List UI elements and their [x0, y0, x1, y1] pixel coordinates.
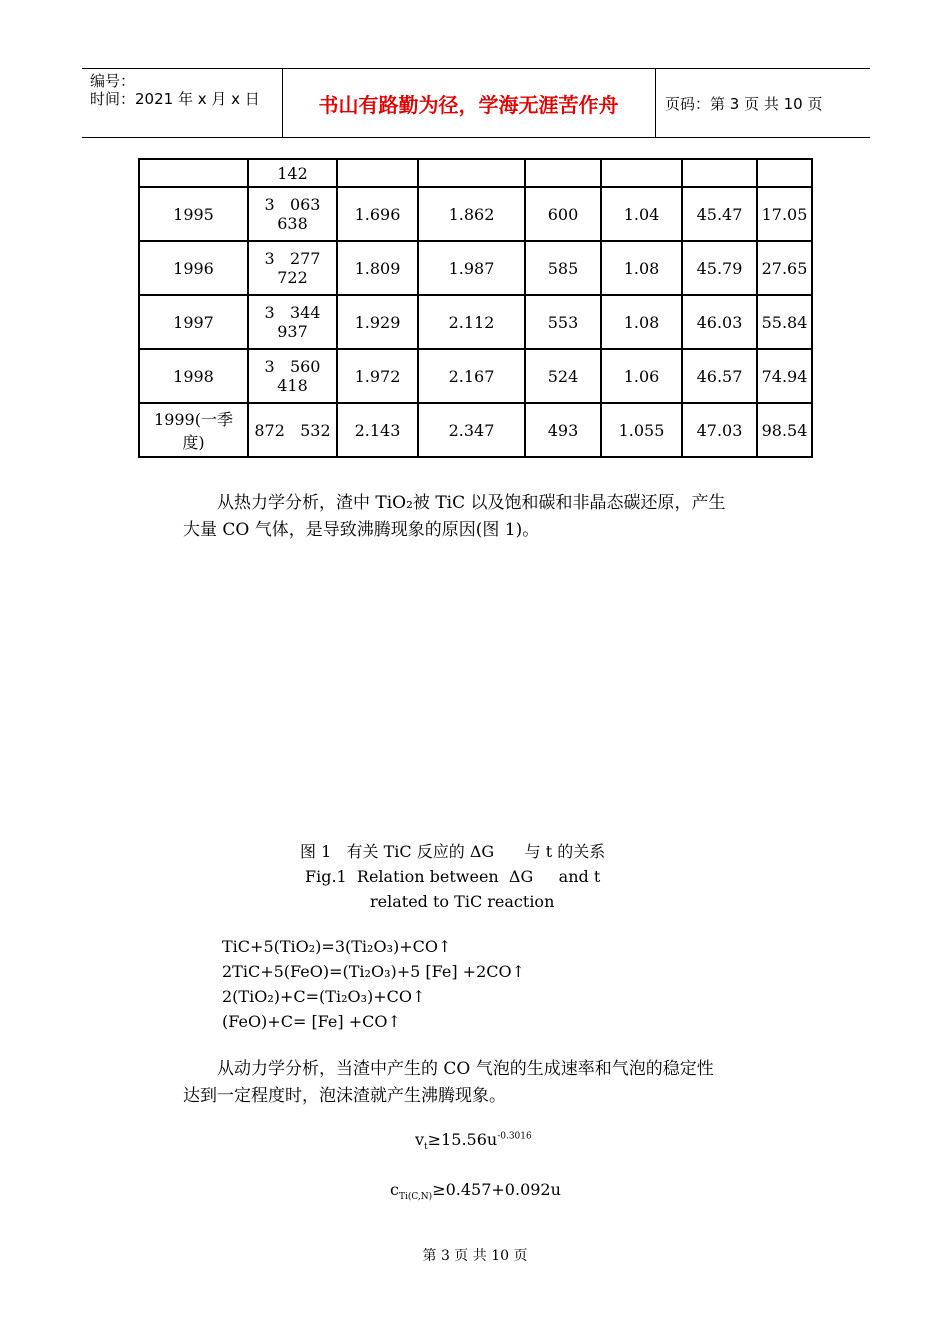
- header-meta: [82, 69, 283, 137]
- table-cell: 1.809: [337, 241, 418, 295]
- table-cell: 27.65: [757, 241, 812, 295]
- table-cell: 1.696: [337, 187, 418, 241]
- table-row: [139, 403, 812, 457]
- table-cell: 553: [525, 295, 601, 349]
- table-cell: 872 532: [248, 403, 337, 457]
- year-cell: 1999(一季 度): [139, 403, 248, 457]
- table-cell: 3 344 937: [248, 295, 337, 349]
- paragraph-line: 大量 CO 气体，是导致沸腾现象的原因(图 1)。: [183, 520, 540, 540]
- equation-2: 2TiC+5(FeO)=(Ti₂O₃)+5 [Fe] +2CO↑: [222, 962, 526, 981]
- table-row: [139, 295, 812, 349]
- table-cell: 1.987: [418, 241, 525, 295]
- table-cell: 47.03: [682, 403, 757, 457]
- table-row: [139, 159, 812, 187]
- table-row: [139, 241, 812, 295]
- table-cell: 98.54: [757, 403, 812, 457]
- table-cell: 46.57: [682, 349, 757, 403]
- equation-3: 2(TiO₂)+C=(Ti₂O₃)+CO↑: [222, 987, 426, 1006]
- table-cell: 1.055: [601, 403, 682, 457]
- table-cell: 2.143: [337, 403, 418, 457]
- figure-caption-en: Fig.1 Relation between ΔG and t: [305, 867, 601, 886]
- table-cell: 1.972: [337, 349, 418, 403]
- table-cell: 493: [525, 403, 601, 457]
- table-cell: 2.112: [418, 295, 525, 349]
- table-cell: 3 277 722: [248, 241, 337, 295]
- thermo-paragraph: [183, 490, 726, 544]
- table-cell: 1.08: [601, 295, 682, 349]
- figure-caption-en-line2: related to TiC reaction: [370, 892, 555, 911]
- table-cell: 585: [525, 241, 601, 295]
- date-label: 时间：2021 年 x 月 x 日: [90, 90, 260, 108]
- table-cell: 1.929: [337, 295, 418, 349]
- table-cell: 600: [525, 187, 601, 241]
- formula-concentration: $c_{Ti(C,N)}\ge 0.457+0.092u$: [390, 1180, 561, 1203]
- paragraph-line: 达到一定程度时，泡沫渣就产生沸腾现象。: [183, 1086, 506, 1106]
- figure-caption-cn: 图 1 有关 TiC 反应的 ΔG 与 t 的关系: [300, 842, 606, 861]
- table-cell: 2.167: [418, 349, 525, 403]
- table-cell: 74.94: [757, 349, 812, 403]
- number-label: 编号：: [90, 72, 136, 90]
- paragraph-line: 从热力学分析，渣中 TiO₂被 TiC 以及饱和碳和非晶态碳还原，产生: [217, 493, 726, 513]
- table-cell: 1.04: [601, 187, 682, 241]
- year-cell: 1997: [139, 295, 248, 349]
- page-header: [82, 68, 870, 138]
- kinetics-paragraph: [183, 1056, 714, 1110]
- equation-4: (FeO)+C= [Fe] +CO↑: [222, 1012, 401, 1031]
- table-cell: 17.05: [757, 187, 812, 241]
- table-cell: 55.84: [757, 295, 812, 349]
- table-cell: 1.08: [601, 241, 682, 295]
- year-cell: 1995: [139, 187, 248, 241]
- table-row: [139, 349, 812, 403]
- table-cell: 46.03: [682, 295, 757, 349]
- formula-velocity: $v_t\ge 15.56u^{-0.3016}$: [415, 1130, 532, 1153]
- table-cell: 45.79: [682, 241, 757, 295]
- table-cell: 3 063 638: [248, 187, 337, 241]
- year-cell: 1996: [139, 241, 248, 295]
- header-motto: 书山有路勤为径，学海无涯苦作舟: [282, 69, 656, 137]
- page-footer: 第 3 页 共 10 页: [422, 1248, 528, 1264]
- table-cell: 3 560 418: [248, 349, 337, 403]
- table-cell: 524: [525, 349, 601, 403]
- paragraph-line: 从动力学分析，当渣中产生的 CO 气泡的生成速率和气泡的稳定性: [217, 1059, 714, 1079]
- table-cell: 1.862: [418, 187, 525, 241]
- table-cell: 2.347: [418, 403, 525, 457]
- table-row: [139, 187, 812, 241]
- year-cell: 1998: [139, 349, 248, 403]
- equation-1: TiC+5(TiO₂)=3(Ti₂O₃)+CO↑: [222, 937, 452, 956]
- header-page-info: 页码：第 3 页 共 10 页: [665, 94, 823, 113]
- table-cell: 142: [248, 159, 337, 187]
- data-table: [138, 158, 813, 458]
- table-cell: 45.47: [682, 187, 757, 241]
- table-cell: 1.06: [601, 349, 682, 403]
